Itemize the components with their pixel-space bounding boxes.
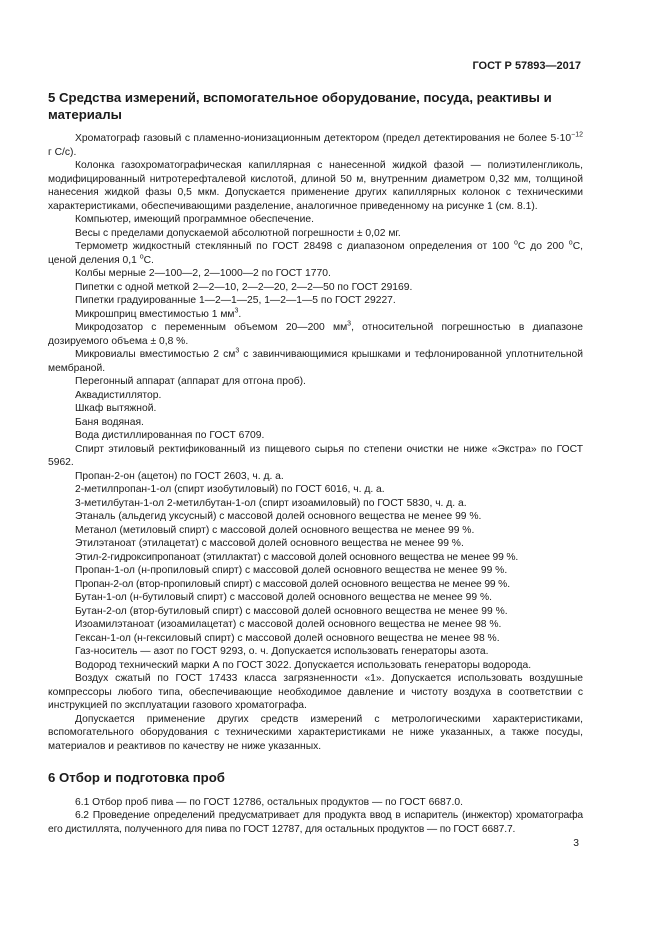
paragraph-thermometer: Термометр жидкостный стеклянный по ГОСТ 28498 с диапазоном определения от 100 $^o$С до 200 $^o$С, ценой деления 0,1 $^o$С. [48,239,583,266]
paragraph-computer: Компьютер, имеющий программное обеспечение. [75,214,314,225]
paragraph-butanol-2: Бутан-2-ол (втор-бутиловый спирт) с массовой долей основного вещества не менее 99 %. [75,605,508,617]
paragraph-carrier-gas: Газ-носитель — азот по ГОСТ 9293, о. ч. Допускается использовать генераторы азота. [75,646,489,657]
paragraph-microvials: Микровиалы вместимостью 2 $см^3$ с завинчивающимися крышками и тефлонированной уплотнительной мембраной. [48,347,584,374]
paragraph-aquadistiller: Аквадистиллятор. [75,389,162,401]
paragraph-6-1: 6.1 Отбор проб пива — по ГОСТ 12786, остальных продуктов — по ГОСТ 6687.0. [75,796,463,808]
paragraph-propanol-2: Пропан-2-ол (втор-пропиловый спирт) с массовой долей основного вещества не менее 99 %. [75,578,510,590]
paragraph-air: Воздух сжатый по ГОСТ 17433 класса загрязненности «1». Допускается использовать воздушные компрессоры любого типа, обеспечивающие необходимое давление и чистоту воздуха в соответствии с инструкцией по эксплуатации газового хроматографа. [48,673,583,711]
paragraph-pipettes-graduated: Пипетки градуированные 1—2—1—25, 1—2—1—5 по ГОСТ 29227. [75,295,396,306]
paragraph-other-equipment: Допускается применение других средств измерений с метрологическими характеристиками, вспомогательного оборудования с техническими характеристиками не ниже указанных, а также посуды, материалов и реактивов по качеству не ниже указанных. [48,713,583,752]
paragraph-methanol: Метанол (метиловый спирт) с массовой долей основного вещества не менее 99 %. [75,524,475,536]
paragraph-butanol-1: Бутан-1-ол (н-бутиловый спирт) с массовой долей основного вещества не менее 99 %. [75,592,492,603]
paragraph-acetone: Пропан-2-он (ацетон) по ГОСТ 2603, ч. д. а. [75,470,284,482]
paragraph-ethylacetate: Этилэтаноат (этилацетат) с массовой долей основного вещества не менее 99 %. [75,538,464,549]
page-content [48,90,583,836]
paragraph-microdispenser: Микродозатор с переменным объемом 20—200 $мм^3$, относительной погрешностью в диапазоне дозируемого объема ± 0,8 %. [48,320,583,347]
paragraph-hood: Шкаф вытяжной. [75,403,157,414]
paragraph-water: Вода дистиллированная по ГОСТ 6709. [75,430,265,441]
section-6-title: 6 Отбор и подготовка проб [48,770,225,785]
paragraph-scales: Весы с пределами допускаемой абсолютной погрешности ± 0,02 мг. [75,227,401,239]
paragraph-isobutanol: 2-метилпропан-1-ол (спирт изобутиловый) по ГОСТ 6016, ч. д. а. [75,484,385,495]
paragraph-waterbath: Баня водяная. [75,416,144,428]
paragraph-chromatograph: Хроматограф газовый с пламенно-ионизационным детектором (предел детектирования не более $5\cdot 10^{-12}$ г С/с). [48,131,583,158]
paragraph-distiller: Перегонный аппарат (аппарат для отгона проб). [75,376,306,387]
paragraph-ethyllactate: Этил-2-гидроксипропаноат (этиллактат) с массовой долей основного вещества не менее 99 %. [75,551,519,563]
paragraph-hydrogen: Водород технический марки А по ГОСТ 3022. Допускается использовать генераторы водорода. [75,659,532,671]
paragraph-column: Колонка газохроматографическая капиллярная с нанесенной жидкой фазой — полиэтиленгликоль, модифицированный нитротерефталевой кислотой, длиной 50 м, внутренним диаметром 0,32 мм, толщиной нанесения жидкой фазы 0,5 мкм. Допускается применение других капиллярных колонок с техническими характеристиками, обеспечивающими разделение, аналогичное приведенному на рисунке 1 (см. 8.1). [48,160,583,212]
document-header: ГОСТ Р 57893—2017 [472,60,581,72]
paragraph-flasks: Колбы мерные 2—100—2, 2—1000—2 по ГОСТ 1770. [75,268,331,279]
paragraph-microsyringe: Микрошприц вместимостью 1 $мм^3$. [75,307,242,320]
paragraph-isoamylacetate: Изоамилэтаноат (изоамилацетат) с массовой долей основного вещества не менее 98 %. [75,619,502,630]
paragraph-6-2: 6.2 Проведение определений предусматривает для продукта ввод в испаритель (инжектор) хроматографа его дистиллята, полученного для пива по ГОСТ 12787, для остальных продуктов — по ГОСТ 6687.7. [48,810,583,835]
paragraph-hexanol: Гексан-1-ол (н-гексиловый спирт) с массовой долей основного вещества не менее 98 %. [75,632,500,644]
page-number: 3 [573,838,579,849]
paragraph-ethanol: Спирт этиловый ректификованный из пищевого сырья по степени очистки не ниже «Экстра» по ГОСТ 5962. [48,443,583,468]
paragraph-ethanal: Этаналь (альдегид уксусный) с массовой долей основного вещества не менее 99 %. [75,511,482,522]
paragraph-pipettes-single: Пипетки с одной меткой 2—2—10, 2—2—20, 2—2—50 по ГОСТ 29169. [75,281,413,293]
paragraph-isoamyl: 3-метилбутан-1-ол 2-метилбутан-1-ол (спирт изоамиловый) по ГОСТ 5830, ч. д. а. [75,497,467,509]
paragraph-propanol-1: Пропан-1-ол (н-пропиловый спирт) с массовой долей основного вещества не менее 99 %. [75,565,508,576]
section-5-title: 5 Средства измерений, вспомогательное оборудование, посуда, реактивы и материалы [48,90,552,122]
